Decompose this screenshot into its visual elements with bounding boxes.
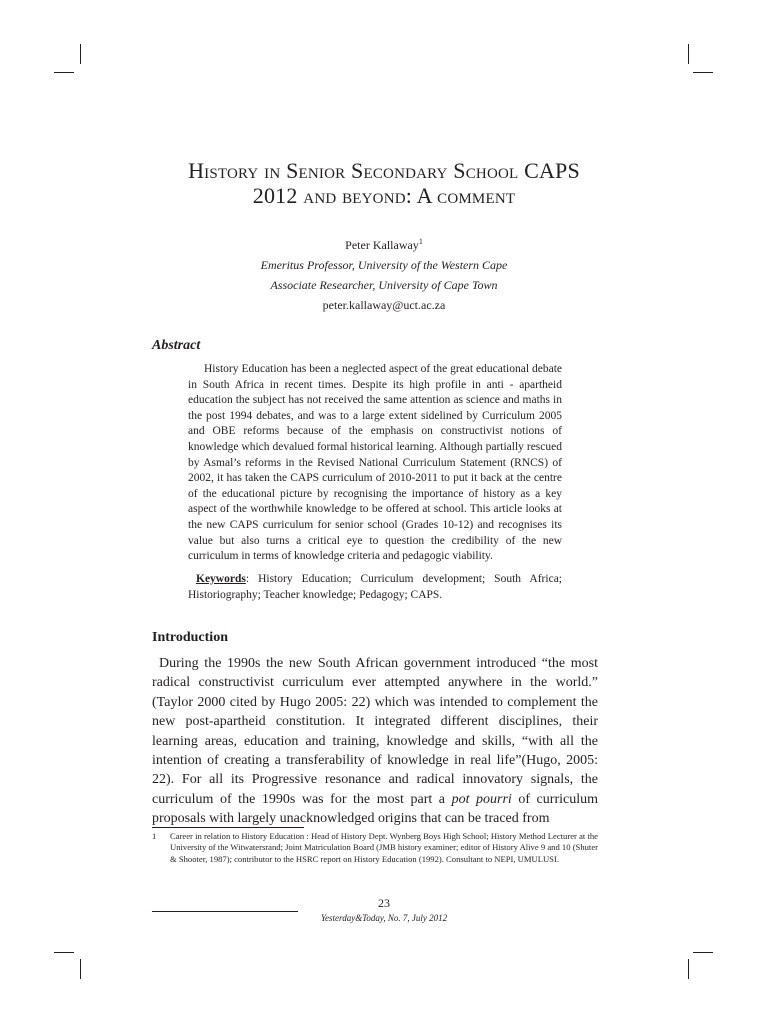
crop-mark-bottom-left-horizontal: [54, 952, 74, 953]
abstract-text: History Education has been a neglected aspect of the great educational debate in South Africa in recent times. Despite its high profile in anti - apartheid education the subject has not received the same attention as science and maths in the post 1994 debates, and was to a large extent sidelined by Curriculum 2005 and OBE reforms because of the emphasis on constructivist notions of knowledge which devalued formal historical learning. Although partially rescued by Asmal’s reforms in the Revised National Curriculum Statement (RNCS) of 2002, it has taken the CAPS curriculum of 2010-2011 to put it back at the centre of the educational picture by recognising the importance of history as a key aspect of the worthwhile knowledge to be offered at school. This article looks at the new CAPS curriculum for senior school (Grades 10-12) and recognises its value but also turns a critical eye to question the credibility of the new curriculum in terms of knowledge criteria and pedagogic viability.: [188, 363, 562, 563]
keywords-text: : History Education; Curriculum development; South Africa; Historiography; Teacher knowledge; Pedagogy; CAPS.: [188, 573, 562, 601]
author-footnote-ref[interactable]: 1: [418, 237, 423, 246]
author-name: Peter Kallaway: [345, 238, 419, 252]
footnote: [152, 831, 598, 865]
article-title: [0, 158, 768, 208]
crop-mark-bottom-right-vertical: [688, 959, 689, 979]
introduction-paragraph: [152, 654, 598, 829]
journal-citation: Yesterday&Today, No. 7, July 2012: [320, 913, 448, 923]
crop-mark-top-left-horizontal: [54, 72, 74, 73]
footnote-text: Career in relation to History Education : Head of History Dept. Wynberg Boys High School; History Method Lecturer at the University of the Witwatersrand; Joint Matriculation Board (JMB history examiner; editor of History Alive 9 and 10 (Shuter & Shooter, 1987); contributor to the HSRC report on History Education (1992). Consultant to NEPI, UMULUSI.: [170, 831, 598, 864]
author-affiliation-1: Emeritus Professor, University of the Western Cape: [260, 258, 508, 272]
author-line: [0, 232, 768, 255]
author-affiliation-2: Associate Researcher, University of Cape Town: [270, 278, 498, 292]
introduction-text-italic: pot pourri: [451, 791, 512, 807]
footer-divider: [152, 911, 298, 912]
article-title-line-2: 2012 and beyond: A comment: [252, 183, 516, 208]
footnote-number: 1: [152, 831, 157, 841]
crop-mark-bottom-left-vertical: [80, 959, 81, 979]
abstract-heading: Abstract: [152, 338, 201, 353]
crop-mark-bottom-right-horizontal: [693, 952, 713, 953]
keywords-label: Keywords: [196, 573, 246, 585]
author-block: [0, 232, 768, 315]
introduction-text-part-1: During the 1990s the new South African government introduced “the most radical constructivist curriculum ever attempted anywhere in the world.” (Taylor 2000 cited by Hugo 2005: 22) which was intended to complement the new post-apartheid constitution. It integrated different disciplines, their learning areas, education and training, knowledge and skills, “with all the intention of creating a transferability of knowledge in real life”(Hugo, 2005: 22). For all its Progressive resonance and radical innovatory signals, the curriculum of the 1990s was for the most part a: [152, 656, 598, 807]
crop-mark-top-left-vertical: [80, 44, 81, 64]
author-email[interactable]: peter.kallaway@uct.ac.za: [322, 298, 446, 312]
crop-mark-top-right-vertical: [688, 44, 689, 64]
introduction-heading: Introduction: [152, 630, 228, 645]
page-number: 23: [378, 896, 390, 910]
footnote-divider: [152, 827, 304, 828]
article-title-line-1: History in Senior Secondary School CAPS: [188, 158, 580, 183]
introduction-text-part-2: of curriculum proposals with largely unacknowledged origins that can be traced from: [152, 791, 598, 827]
keywords-paragraph: [188, 572, 562, 603]
crop-mark-top-right-horizontal: [693, 72, 713, 73]
